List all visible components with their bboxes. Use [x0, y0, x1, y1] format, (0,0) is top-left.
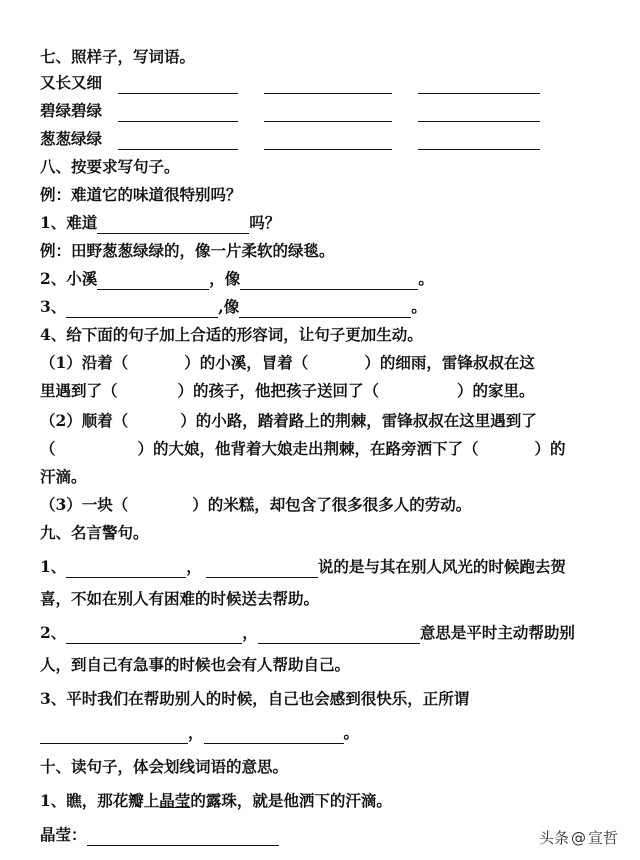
section-8-heading: 八、按要求写句子。	[40, 157, 180, 176]
blank[interactable]	[87, 827, 279, 846]
question-8-1: 1、难道 吗？	[40, 213, 281, 232]
blank[interactable]	[40, 725, 188, 744]
blank[interactable]	[118, 103, 238, 122]
watermark: 头条 @ 宣哲	[535, 825, 622, 850]
sub-question-3: （3）一块（ ）的米糕，却包含了很多很多人的劳动。	[40, 495, 472, 514]
question-8-4: 4、给下面的句子加上合适的形容词，让句子更加生动。	[40, 325, 423, 344]
section-10-heading: 十、读句子，体会划线词语的意思。	[40, 757, 289, 776]
blank[interactable]	[66, 299, 218, 318]
blank[interactable]	[206, 559, 318, 578]
question-9-3-answer: ， 。	[40, 722, 359, 744]
question-9-3: 3、平时我们在帮助别人的时候，自己也会感到很快乐，正所谓	[40, 689, 470, 708]
blank[interactable]	[418, 131, 540, 150]
example-2: 例：田野葱葱绿绿的，像一片柔软的绿毯。	[40, 241, 335, 260]
sub-question-2-line-2: （ ）的大娘，他背着大娘走出荆棘，在路旁洒下了（ ）的	[40, 439, 566, 458]
section-7-heading: 七、照样子，写词语。	[40, 47, 196, 66]
blank[interactable]	[97, 271, 209, 290]
blank[interactable]	[118, 75, 238, 94]
blank[interactable]	[418, 75, 540, 94]
blank[interactable]	[204, 725, 344, 744]
sub-question-1-line-1: （1）沿着（ ）的小溪，冒着（ ）的细雨，雷锋叔叔在这	[40, 353, 535, 372]
blank[interactable]	[118, 131, 238, 150]
question-9-2-line-2: 人，到自己有急事的时候也会有人帮助自己。	[40, 655, 351, 674]
blank[interactable]	[97, 215, 249, 234]
word-row-2: 碧绿碧绿	[40, 100, 566, 122]
blank[interactable]	[66, 559, 186, 578]
blank[interactable]	[66, 625, 242, 644]
question-9-2-line-1: 2、 ， 意思是平时主动帮助别	[40, 623, 575, 642]
question-8-3: 3、 ,像 。	[40, 297, 427, 316]
word-row-1: 又长又细	[40, 72, 566, 94]
question-9-1-line-2: 喜，不如在别人有困难的时候送去帮助。	[40, 589, 320, 608]
section-9-heading: 九、名言警句。	[40, 523, 149, 542]
underlined-word: 晶莹	[159, 791, 191, 810]
sub-question-1-line-2: 里遇到了（ ）的孩子，他把孩子送回了（ ）的家里。	[40, 381, 535, 400]
question-10-1: 1、瞧，那花瓣上 晶莹 的露珠，就是他洒下的汗滴。	[40, 791, 392, 810]
example-1: 例：难道它的味道很特别吗？	[40, 185, 242, 204]
blank[interactable]	[264, 103, 392, 122]
sub-question-2-line-3: 汗滴。	[40, 467, 87, 486]
blank[interactable]	[264, 75, 392, 94]
question-8-2: 2、小溪 ，像 。	[40, 269, 434, 288]
question-9-1-line-1: 1、 ， 说的是与其在别人风光的时候跑去贺	[40, 557, 566, 576]
word-row-3: 葱葱绿绿	[40, 128, 566, 150]
blank[interactable]	[239, 299, 411, 318]
blank[interactable]	[258, 625, 420, 644]
blank[interactable]	[264, 131, 392, 150]
blank[interactable]	[240, 271, 418, 290]
answer-line: 晶莹：	[40, 824, 279, 846]
blank[interactable]	[418, 103, 540, 122]
sub-question-2-line-1: （2）顺着（ ）的小路，踏着路上的荆棘，雷锋叔叔在这里遇到了	[40, 411, 537, 430]
